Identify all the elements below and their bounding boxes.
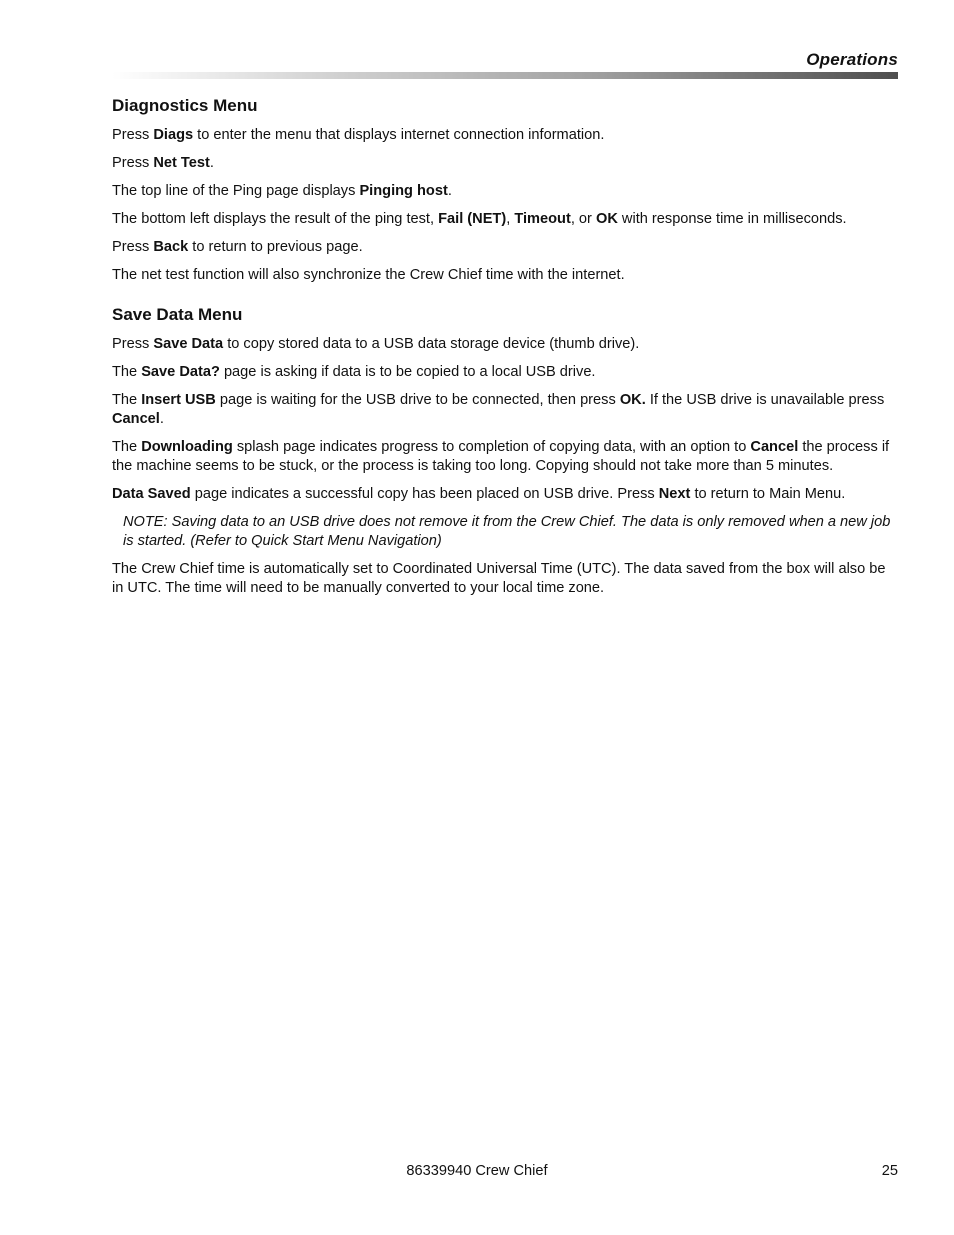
paragraph: Press Diags to enter the menu that displays internet connection information. [112,127,605,143]
paragraph: Press Save Data to copy stored data to a USB data storage device (thumb drive). [112,336,640,352]
bold-term: Fail (NET) [438,211,507,227]
bold-term: Downloading [141,439,233,455]
bold-term: Net Test [153,155,210,171]
bold-term: Back [153,239,189,255]
note-paragraph: NOTE: Saving data to an USB drive does not remove it from the Crew Chief. The data is only removed when a new job is started. (Refer to Quick Start Menu Navigation) [123,514,891,549]
section-diagnostics-menu [112,96,900,285]
paragraph: The Crew Chief time is automatically set to Coordinated Universal Time (UTC). The data saved from the box will also be in UTC. The time will need to be manually converted to your local time zone. [112,561,886,596]
page-header-rule [112,72,898,79]
paragraph: The Save Data? page is asking if data is to be copied to a local USB drive. [112,364,596,380]
bold-term: Diags [153,127,194,143]
footer-document-id: 86339940 Crew Chief [406,1163,548,1179]
bold-term: Timeout [514,211,571,227]
paragraph: The bottom left displays the result of the ping test, Fail (NET), Timeout, or OK with response time in milliseconds. [112,211,847,227]
bold-term: Data Saved [112,486,191,502]
bold-term: Cancel [750,439,799,455]
paragraph: The net test function will also synchronize the Crew Chief time with the internet. [112,267,625,283]
paragraph: Press Net Test. [112,155,214,171]
bold-term: Save Data? [141,364,220,380]
paragraph: The top line of the Ping page displays Pinging host. [112,183,452,199]
section-heading: Save Data Menu [112,305,243,324]
page-header-title: Operations [806,50,898,69]
bold-term: Save Data [153,336,224,352]
bold-term: Pinging host [359,183,448,199]
document-body [112,96,900,607]
bold-term: Insert USB [141,392,216,408]
bold-term: Next [658,486,691,502]
bold-term: OK. [619,392,646,408]
paragraph: The Downloading splash page indicates progress to completion of copying data, with an option to Cancel the process if the machine seems to be stuck, or the process is taking too long. Copying should not take more than 5 minutes. [112,439,890,474]
footer-page-number: 25 [881,1163,898,1179]
paragraph: Data Saved page indicates a successful copy has been placed on USB drive. Press Next to return to Main Menu. [112,486,846,502]
bold-term: OK [595,211,618,227]
paragraph: The Insert USB page is waiting for the USB drive to be connected, then press OK. If the USB drive is unavailable press Cancel. [112,392,885,427]
bold-term: Cancel [112,411,160,427]
paragraph: Press Back to return to previous page. [112,239,363,255]
section-heading: Diagnostics Menu [112,96,258,115]
section-save-data-menu [112,305,900,598]
